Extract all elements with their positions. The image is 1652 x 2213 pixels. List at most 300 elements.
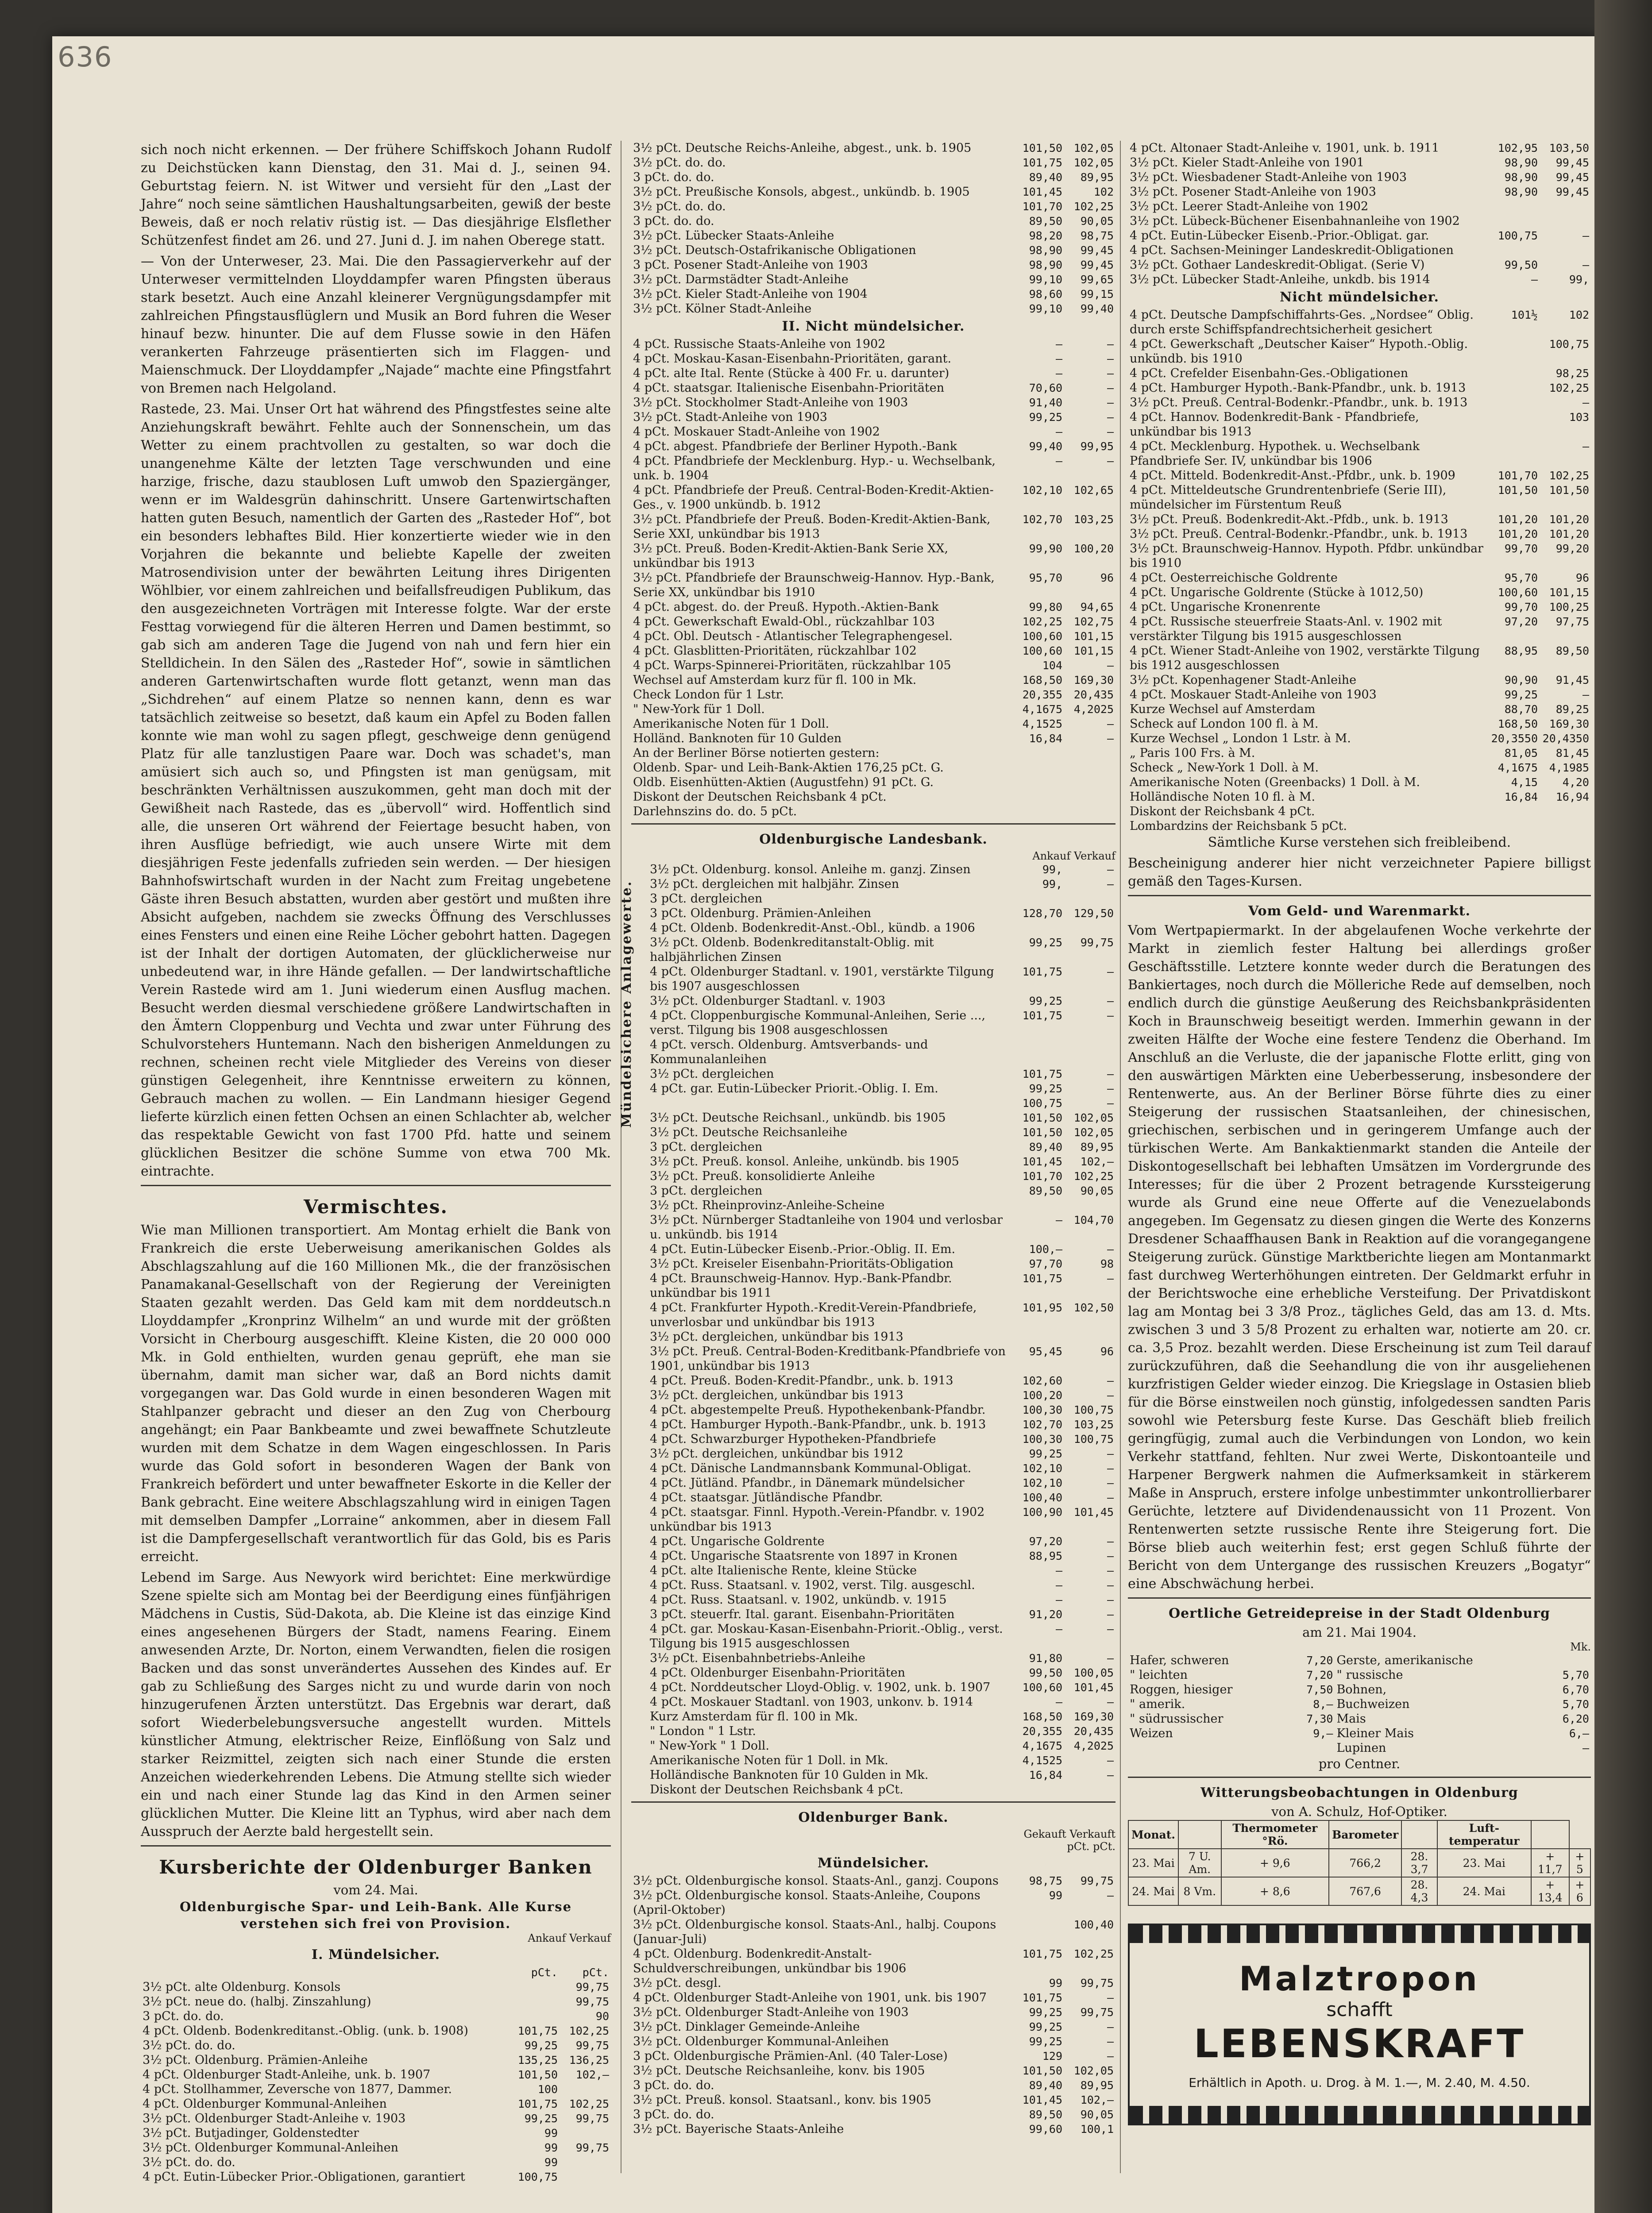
quote-row bbox=[648, 1067, 1115, 1081]
ask-price: 103 bbox=[1569, 411, 1589, 424]
security-name: 3½ pCt. Preuß. Central-Bodenkr.-Pfandbr., unk. b. 1913 bbox=[1130, 527, 1468, 541]
ask-price: 99,75 bbox=[1080, 936, 1114, 949]
quote-row bbox=[631, 272, 1115, 287]
bid-price bbox=[1013, 760, 1064, 775]
security-name: 3½ pCt. dergleichen bbox=[650, 1067, 774, 1081]
quote-row bbox=[648, 994, 1115, 1008]
quote-row bbox=[141, 2155, 611, 2170]
quote-row bbox=[1128, 673, 1591, 687]
ask-price: 98,25 bbox=[1556, 367, 1589, 380]
quote-row bbox=[1128, 214, 1591, 228]
security-name bbox=[141, 1965, 508, 1980]
security-name: Darlehnszins do. do. 5 pCt. bbox=[633, 805, 797, 818]
bid-price bbox=[508, 1994, 560, 2009]
bid-price: 100,90 bbox=[1022, 1506, 1062, 1519]
mundelsicher-heading: I. Mündelsicher. bbox=[311, 1947, 440, 1962]
bid-price: 100,20 bbox=[1022, 1389, 1062, 1402]
security-name: Diskont der Deutschen Reichsbank 4 pCt. bbox=[650, 1783, 903, 1797]
quote-row bbox=[631, 658, 1115, 673]
ask-price: 102,50 bbox=[1073, 1301, 1114, 1314]
grain-name: Weizen bbox=[1130, 1727, 1173, 1740]
grain-name: Bohnen, bbox=[1336, 1683, 1387, 1696]
quote-row bbox=[1128, 527, 1591, 541]
security-name: 3 pCt. dergleichen bbox=[650, 892, 763, 906]
ask-price: — bbox=[1107, 1491, 1114, 1504]
ask-price: 102,— bbox=[1080, 1155, 1114, 1168]
ask-price: — bbox=[1107, 717, 1114, 730]
ask-price: — bbox=[1107, 382, 1114, 394]
quote-row bbox=[1128, 381, 1591, 395]
ask-price: 89,25 bbox=[1556, 703, 1589, 716]
bid-price: 100,75 bbox=[517, 2171, 558, 2183]
security-name: 3½ pCt. Stockholmer Stadt-Anleihe von 1903 bbox=[633, 396, 908, 409]
security-name: 3½ pCt. Butjadinger, Goldenstedter bbox=[143, 2126, 359, 2140]
ask-price: 99,45 bbox=[1080, 258, 1114, 271]
security-name: 3½ pCt. Oldenburger Stadtanl. v. 1903 bbox=[650, 994, 886, 1008]
security-name: " London " 1 Lstr. bbox=[650, 1724, 757, 1738]
quote-row bbox=[648, 877, 1115, 891]
quote-row bbox=[648, 1534, 1115, 1549]
ask-price: — bbox=[1107, 1579, 1114, 1592]
ask-price: 101,15 bbox=[1073, 644, 1114, 657]
security-name: 4 pCt. Moskauer Stadtanl. von 1903, unkonv. b. 1914 bbox=[650, 1695, 973, 1709]
bid-price: 98,90 bbox=[1504, 171, 1538, 184]
quote-row bbox=[648, 1242, 1115, 1257]
news-paragraph: Wie man Millionen transportiert. Am Montag erhielt die Bank von Frankreich die erste Ueberweisung amerikanischen Goldes als Abschlagszahlung auf die 160 Millionen Mk., die der französischen Panamakanal-Gesellschaft von der Regierung der Vereinigten Staaten gezahlt werden. Das Geld kam mit dem norddeutsch.n Lloyddampfer „Kronprinz Wilhelm“ an und wurde mit der größten Vorsicht in Cherbourg ausgeschifft. Kleine Kisten, die 20 000 000 Mk. in Gold enthielten, wurden genau geprüft, ehe man sie übernahm, damit man sicher war, daß an Bord nichts damit vorgegangen war. Das Gold wurde in einen besonderen Wagen mit Stahlpanzer gebracht und dieser an den Zug von Cherbourg angehängt; ein Paar Bankbeamte und zwei bewaffnete Schutzleute wurden mit dem Schatze in dem Wagen eingeschlossen. In Paris wurde das Gold sofort in besonderen Wagen der Bank von Frankreich befördert und unter bewaffneter Eskorte in die Keller der Bank gebracht. Eine weitere Abschlagszahlung wird in einigen Tagen mit demselben Dampfer „Lorraine“ ankommen, aber in diesem Fall ist die Dampfergesellschaft verantwortlich für das Gold, bis es Paris erreicht. bbox=[141, 1222, 611, 1565]
quote-row bbox=[631, 337, 1115, 351]
bid-price: 99, bbox=[1042, 878, 1062, 891]
bid-price: 100 bbox=[537, 2083, 558, 2096]
security-name: 4 pCt. alte Italienische Rente, kleine Stücke bbox=[650, 1564, 917, 1577]
bid-price: 129 bbox=[1042, 2050, 1062, 2063]
quote-row bbox=[648, 1008, 1115, 1037]
quote-row bbox=[1128, 541, 1591, 571]
ask-price: 102,25 bbox=[1549, 382, 1589, 394]
quote-row bbox=[648, 1125, 1115, 1140]
security-name: 4 pCt. Mecklenburg. Hypothek. u. Wechselbank Pfandbriefe Ser. IV, unkündbar bis 1906 bbox=[1130, 440, 1420, 468]
quote-row bbox=[141, 2111, 611, 2126]
bid-price: 102,60 bbox=[1022, 1374, 1062, 1387]
ad-slogan: LEBENSKRAFT bbox=[1193, 2021, 1525, 2066]
security-name: 3½ pCt. Preuß. Central-Boden-Kreditbank-Pfandbriefe von 1901, unkündbar bis 1913 bbox=[650, 1345, 1006, 1373]
quote-row bbox=[648, 964, 1115, 994]
security-name: 3½ pCt. Bayerische Staats-Anleihe bbox=[633, 2122, 844, 2136]
bid-price: 102,70 bbox=[1022, 1418, 1062, 1431]
security-name: 3½ pCt. Deutsche Reichsanleihe, konv. bis 1905 bbox=[633, 2064, 925, 2078]
ask-price: 101,45 bbox=[1073, 1681, 1114, 1694]
ask-price: 102 bbox=[1093, 185, 1114, 198]
quote-row bbox=[631, 351, 1115, 366]
weather-cell: 23. Mai bbox=[1128, 1849, 1178, 1877]
bid-price: 91,40 bbox=[1029, 396, 1062, 409]
security-name: Diskont der Reichsbank 4 pCt. bbox=[1130, 805, 1315, 818]
bank-mundelsicher-heading: Mündelsicher. bbox=[817, 1855, 930, 1871]
spar-leih-bank-heading: Oldenburgische Spar- und Leih-Bank. Alle Kurse verstehen sich frei von Provision. bbox=[179, 1899, 572, 1931]
ask-price: 4,2025 bbox=[1073, 1739, 1114, 1752]
ask-price: — bbox=[1107, 1696, 1114, 1708]
bid-price: 89,40 bbox=[1029, 2079, 1062, 2092]
ask-price: 102,75 bbox=[1073, 615, 1114, 628]
quote-row bbox=[141, 2170, 611, 2184]
bank-unit-header: pCt. pCt. bbox=[1067, 1840, 1115, 1853]
security-name: 4 pCt. Ungarische Staatsrente von 1897 in Kronen bbox=[650, 1549, 958, 1563]
security-name: 4 pCt. Pfandbriefe der Preuß. Central-Boden-Kredit-Aktien-Ges., v. 1900 unkündb. b. 1912 bbox=[633, 483, 994, 512]
quote-row bbox=[648, 1490, 1115, 1505]
security-name: 3 pCt. do. do. bbox=[633, 2078, 714, 2092]
ask-price: — bbox=[1107, 1991, 1114, 2004]
security-name: 4 pCt. Eutin-Lübecker Eisenb.-Prior.-Oblig. II. Em. bbox=[650, 1242, 956, 1256]
ask-price bbox=[1064, 804, 1115, 819]
bid-price: 101,75 bbox=[517, 2097, 558, 2110]
ad-verb: schafft bbox=[1326, 1998, 1393, 2021]
bid-price: 101½ bbox=[1511, 308, 1538, 321]
nicht-mundelsicher-heading-right: Nicht mündelsicher. bbox=[1280, 289, 1439, 305]
security-name: 4 pCt. staatsgar. Italienische Eisenbahn-Prioritäten bbox=[633, 381, 945, 395]
security-name: 3½ pCt. Darmstädter Stadt-Anleihe bbox=[633, 273, 849, 286]
ask-price: 99,75 bbox=[1080, 1874, 1114, 1887]
security-name: 4 pCt. staatsgar. Jütländische Pfandbr. bbox=[650, 1491, 883, 1504]
quote-row bbox=[1128, 760, 1591, 775]
grain-name: " leichten bbox=[1130, 1668, 1188, 1682]
weather-cell: + 8,6 bbox=[1221, 1877, 1329, 1905]
ask-price: — bbox=[1107, 352, 1114, 365]
bid-price bbox=[1013, 804, 1064, 819]
security-name: 3½ pCt. desgl. bbox=[633, 1976, 722, 1990]
bid-price: 99,40 bbox=[1029, 440, 1062, 453]
ask-price: 90,05 bbox=[1080, 1184, 1114, 1197]
ask-price: — bbox=[1107, 1889, 1114, 1902]
quote-row bbox=[1128, 366, 1591, 381]
quote-row bbox=[648, 1110, 1115, 1125]
security-name: 3½ pCt. Preuß. konsol. Anleihe, unkündb. bis 1905 bbox=[650, 1155, 959, 1168]
malztropon-advertisement bbox=[1128, 1924, 1591, 2125]
ask-price bbox=[1064, 1330, 1115, 1344]
ask-price: 100,75 bbox=[1073, 1403, 1114, 1416]
security-name: 3½ pCt. dergleichen, unkündbar bis 1913 bbox=[650, 1330, 903, 1344]
ask-price: — bbox=[1107, 1477, 1114, 1489]
local-news bbox=[141, 141, 611, 1180]
quote-row bbox=[631, 790, 1115, 804]
quote-row bbox=[631, 2122, 1115, 2136]
quote-row bbox=[631, 170, 1115, 185]
quote-row bbox=[631, 1990, 1115, 2005]
security-name: 3½ pCt. Kreiseler Eisenbahn-Prioritäts-Obligation bbox=[650, 1257, 953, 1271]
ask-price bbox=[1064, 760, 1115, 775]
quote-row bbox=[631, 2049, 1115, 2063]
security-name: 3 pCt. do. do. bbox=[633, 214, 714, 228]
bid-price bbox=[1488, 395, 1540, 410]
ask-price: — bbox=[1107, 1535, 1114, 1548]
bid-price: — bbox=[1055, 1696, 1062, 1708]
security-name: 4 pCt. Mitteldeutsche Grundrentenbriefe (Serie III), mündelsicher im Fürstentum Reuß bbox=[1130, 483, 1447, 512]
column-divider bbox=[1120, 141, 1121, 2173]
quote-row bbox=[1128, 614, 1591, 644]
page-number: 636 bbox=[58, 41, 113, 73]
quote-row bbox=[648, 1461, 1115, 1476]
bid-price: 101,50 bbox=[1498, 484, 1538, 497]
bid-price: 98,90 bbox=[1029, 244, 1062, 257]
grain-row bbox=[1128, 1668, 1591, 1682]
quote-row bbox=[648, 1782, 1115, 1797]
quote-row bbox=[141, 2140, 611, 2155]
quote-row bbox=[648, 1476, 1115, 1490]
bid-price: 91,80 bbox=[1029, 1652, 1062, 1665]
bid-price: 89,50 bbox=[1029, 1184, 1062, 1197]
quote-row bbox=[631, 258, 1115, 272]
ask-price: 99,45 bbox=[1556, 185, 1589, 198]
side-label: Mündelsichere Anlagewerte. bbox=[619, 880, 634, 1128]
security-name: An der Berliner Börse notierten gestern: bbox=[633, 746, 880, 760]
quote-row bbox=[141, 1980, 611, 1994]
security-name: 4 pCt. abgest. Pfandbriefe der Berliner Hypoth.-Bank bbox=[633, 440, 957, 453]
column-right bbox=[1128, 141, 1591, 2178]
security-name: 4 pCt. Oldenburg. Bodenkredit-Anstalt-Schuldverschreibungen, unkündbar bis 1906 bbox=[633, 1947, 907, 1975]
bank-column-header: Gekauft Verkauft bbox=[1023, 1828, 1115, 1840]
bid-price: 99,25 bbox=[1029, 2020, 1062, 2033]
column-left bbox=[141, 141, 611, 2184]
bid-price: — bbox=[1055, 367, 1062, 380]
security-name: Kurze Wechsel auf Amsterdam bbox=[1130, 702, 1316, 716]
bid-price: 99,70 bbox=[1504, 601, 1538, 613]
ask-price: — bbox=[1107, 1009, 1114, 1022]
ask-price: — bbox=[1107, 425, 1114, 438]
grain-price: 7,50 bbox=[1306, 1683, 1333, 1696]
bid-price: 98,90 bbox=[1504, 185, 1538, 198]
ask-price: 90,05 bbox=[1080, 2108, 1114, 2121]
ask-price: — bbox=[1107, 1374, 1114, 1387]
ask-price: 101,15 bbox=[1073, 630, 1114, 643]
bid-price bbox=[1013, 1917, 1064, 1947]
landesbank-column-header: Ankauf Verkauf bbox=[1032, 850, 1115, 862]
quote-row bbox=[631, 141, 1115, 155]
quote-row bbox=[631, 673, 1115, 687]
quote-row bbox=[648, 1300, 1115, 1330]
grain-name: " südrussischer bbox=[1130, 1712, 1224, 1726]
ask-price: 99,40 bbox=[1080, 302, 1114, 315]
news-paragraph: — Von der Unterweser, 23. Mai. Die den Passagierverkehr auf der Unterweser vermittelnden Lloyddampfer waren Pfingsten überaus stark besetzt. Auch eine Anzahl kleinerer Vergnügungsdampfer mit zahlreichen Pfingstausflüglern und Musik an Bord fuhren die Weser hinauf bezw. hinunter. Die auf dem Flusse sowie in den Häfen verankerten Fahrzeuge präsentierten sich im Flaggen- und Maienschmuck. Der Lloyddampfer „Najade“ machte eine Pfingstfahrt von Bremen nach Helgoland. bbox=[141, 254, 611, 396]
security-name: 3½ pCt. Oldenburger Stadt-Anleihe von 1903 bbox=[633, 2005, 909, 2019]
bid-price: 101,75 bbox=[1022, 1272, 1062, 1285]
ask-price: 90 bbox=[595, 2010, 609, 2023]
quote-row bbox=[1128, 717, 1591, 731]
ask-price bbox=[560, 2082, 611, 2097]
quote-row bbox=[648, 1330, 1115, 1344]
bid-price: 100,— bbox=[1029, 1243, 1062, 1256]
security-name: 3½ pCt. Preuß. Bodenkredit-Akt.-Pfdb., unk. b. 1913 bbox=[1130, 513, 1448, 526]
quote-row bbox=[631, 395, 1115, 410]
ask-price bbox=[1064, 1198, 1115, 1213]
miscellaneous-news bbox=[141, 1221, 611, 1841]
security-name: 3½ pCt. Oldenburgische konsol. Staats-Anl., ganzj. Coupons bbox=[633, 1874, 999, 1888]
quote-row bbox=[1128, 410, 1591, 439]
ask-price: — bbox=[1107, 965, 1114, 978]
ask-price bbox=[1540, 214, 1591, 228]
ask-price: — bbox=[1582, 440, 1589, 453]
security-name: 4 pCt. Frankfurter Hypoth.-Kredit-Verein-Pfandbriefe, unverlosbar und unkündbar bis 1913 bbox=[650, 1301, 977, 1329]
quote-row bbox=[631, 155, 1115, 170]
quote-row bbox=[631, 301, 1115, 316]
ask-price: 129,50 bbox=[1073, 907, 1114, 920]
ask-price bbox=[1064, 891, 1115, 906]
ask-price: — bbox=[1107, 2050, 1114, 2063]
ask-price: — bbox=[1107, 338, 1114, 351]
bid-price: — bbox=[1055, 338, 1062, 351]
grain-price: 8,— bbox=[1313, 1698, 1333, 1711]
bid-price: 97,20 bbox=[1029, 1535, 1062, 1548]
bid-price: 99 bbox=[544, 2141, 558, 2154]
grain-row bbox=[1128, 1712, 1591, 1726]
quote-table-landesbank bbox=[648, 862, 1115, 1797]
ask-price bbox=[1540, 243, 1591, 258]
grain-row bbox=[1128, 1726, 1591, 1741]
bid-price: 98,60 bbox=[1029, 288, 1062, 301]
security-name: Amerikanische Noten für 1 Doll. bbox=[633, 717, 830, 731]
quote-row bbox=[141, 2082, 611, 2097]
ask-price: 100,25 bbox=[1549, 601, 1589, 613]
ask-price: — bbox=[1107, 995, 1114, 1007]
news-paragraph: sich noch nicht erkennen. — Der frühere Schiffskoch Johann Rudolf zu Deichstücken kann Dienstag, den 31. Mai d. J., seinen 94. Geburtstag feiern. N. ist Witwer und versieht für den „Last der Jahre“ noch seine sämtlichen Haushaltungsarbeiten, gewiß der beste Beweis, daß er noch relativ rüstig ist. — Das diesjährige Elsflether Schützenfest findet am 26. und 27. Juni d. J. im nahen Oberege statt. bbox=[141, 142, 611, 248]
security-name: 3½ pCt. Oldenburgische konsol. Staats-Anleihe, Coupons (April-Oktober) bbox=[633, 1889, 980, 1917]
bid-price: 100,60 bbox=[1022, 1681, 1062, 1694]
ask-price: 104,70 bbox=[1073, 1214, 1114, 1226]
grain-price: — bbox=[1582, 1742, 1589, 1754]
quote-row bbox=[1128, 141, 1591, 155]
ask-price: — bbox=[1107, 1447, 1114, 1460]
weather-cell: + 5 bbox=[1569, 1849, 1590, 1877]
bid-price bbox=[1488, 804, 1540, 819]
quote-row bbox=[648, 1213, 1115, 1242]
bid-price: 98,90 bbox=[1504, 156, 1538, 169]
ask-price: — bbox=[1107, 367, 1114, 380]
quote-row bbox=[1128, 185, 1591, 199]
bid-price bbox=[1488, 819, 1540, 833]
security-name: 4 pCt. Glasblitten-Prioritäten, rückzahlbar 102 bbox=[633, 644, 917, 658]
ask-price: — bbox=[1107, 1243, 1114, 1256]
ask-price: 99,75 bbox=[575, 1981, 609, 1993]
security-name: 3½ pCt. dergleichen, unkündbar bis 1912 bbox=[650, 1447, 903, 1461]
grain-price: 6,20 bbox=[1562, 1712, 1589, 1725]
bid-price bbox=[1013, 746, 1064, 760]
security-name: Amerikanische Noten (Greenbacks) 1 Doll. à M. bbox=[1130, 775, 1420, 789]
security-name: 3 pCt. dergleichen bbox=[650, 1140, 763, 1154]
ask-price: — bbox=[1107, 1082, 1114, 1095]
ask-price: 89,50 bbox=[1556, 644, 1589, 657]
bid-price: 89,50 bbox=[1029, 2108, 1062, 2121]
security-name: 3½ pCt. Deutsche Reichs-Anleihe, abgest., unk. b. 1905 bbox=[633, 141, 972, 155]
weather-cell: + 6 bbox=[1569, 1877, 1590, 1905]
weather-header-cell bbox=[1531, 1820, 1569, 1849]
ask-price: 102 bbox=[1569, 308, 1589, 321]
quote-row bbox=[631, 2093, 1115, 2107]
security-name: 3½ pCt. Kieler Stadt-Anleihe von 1904 bbox=[633, 287, 868, 301]
security-name: 4 pCt. Russische steuerfreie Staats-Anl. v. 1902 mit verstärkter Tilgung bis 1915 ausgeschlossen bbox=[1130, 615, 1442, 643]
ask-price: 103,25 bbox=[1073, 1418, 1114, 1431]
weather-cell: + 11,7 bbox=[1531, 1849, 1569, 1877]
security-name: 4 pCt. alte Ital. Rente (Stücke à 400 Fr. u. darunter) bbox=[633, 366, 950, 380]
bid-price: 89,40 bbox=[1029, 171, 1062, 184]
grain-name bbox=[1128, 1741, 1283, 1755]
ad-availability: Erhältlich in Apoth. u. Drog. à M. 1.—, M. 2.40, M. 4.50. bbox=[1189, 2075, 1530, 2090]
grain-name: " russische bbox=[1336, 1668, 1403, 1682]
security-name: 3½ pCt. Stadt-Anleihe von 1903 bbox=[633, 410, 827, 424]
quote-row bbox=[648, 1037, 1115, 1067]
quote-row bbox=[631, 541, 1115, 571]
separator bbox=[631, 823, 1115, 825]
ask-price: — bbox=[1582, 258, 1589, 271]
quote-row bbox=[1128, 790, 1591, 804]
security-name: 3½ pCt. Posener Stadt-Anleihe von 1903 bbox=[1130, 185, 1376, 199]
ask-price: 20,4350 bbox=[1542, 732, 1589, 745]
quote-row bbox=[1128, 199, 1591, 214]
security-name: 3½ pCt. Pfandbriefe der Preuß. Boden-Kredit-Aktien-Bank, Serie XXI, unkündbar bis 1913 bbox=[633, 513, 991, 541]
ask-price: 100,05 bbox=[1073, 1666, 1114, 1679]
quote-row bbox=[141, 2053, 611, 2067]
security-name: 4 pCt. Obl. Deutsch - Atlantischer Telegraphengesel. bbox=[633, 629, 953, 643]
security-name: 4 pCt. abgestempelte Preuß. Hypothekenbank-Pfandbr. bbox=[650, 1403, 986, 1417]
security-name: Wechsel auf Amsterdam kurz für fl. 100 in Mk. bbox=[633, 673, 917, 687]
bid-price: 168,50 bbox=[1022, 674, 1062, 686]
bid-price: 20,3550 bbox=[1491, 732, 1538, 745]
quote-row bbox=[631, 687, 1115, 702]
ask-price: — bbox=[1107, 1462, 1114, 1475]
security-name: 4 pCt. Sachsen-Meininger Landeskredit-Obligationen bbox=[1130, 243, 1454, 257]
ask-price: 103,50 bbox=[1549, 142, 1589, 154]
ask-price: — bbox=[1582, 396, 1589, 409]
ask-price: 99,45 bbox=[1556, 171, 1589, 184]
weather-row bbox=[1128, 1849, 1590, 1877]
weather-cell: 24. Mai bbox=[1128, 1877, 1178, 1905]
ask-price: 99,95 bbox=[1080, 440, 1114, 453]
security-name: 3½ pCt. Deutsch-Ostafrikanische Obligationen bbox=[633, 243, 916, 257]
grain-price: 9,— bbox=[1313, 1727, 1333, 1740]
ask-price: — bbox=[1107, 455, 1114, 467]
security-name: 4 pCt. Hamburger Hypoth.-Bank-Pfandbr., unk. b. 1913 bbox=[1130, 381, 1466, 395]
quote-row bbox=[648, 1709, 1115, 1724]
bid-price: 4,1675 bbox=[1498, 761, 1538, 774]
quote-row bbox=[631, 804, 1115, 819]
separator bbox=[1128, 895, 1591, 896]
ask-price: 99,75 bbox=[575, 1995, 609, 2008]
bid-price: 90,90 bbox=[1504, 674, 1538, 686]
weather-header-cell: Barometer bbox=[1329, 1820, 1401, 1849]
quote-table-mid bbox=[631, 337, 1115, 819]
security-name: 3½ pCt. Lübecker Stadt-Anleihe, unkdb. bis 1914 bbox=[1130, 273, 1430, 286]
security-name: 3½ pCt. do. do. bbox=[633, 156, 726, 170]
bid-price: 101,70 bbox=[1022, 1170, 1062, 1183]
security-name: 4 pCt. gar. Moskau-Kasan-Eisenbahn-Priorit.-Oblig., verst. Tilgung bis 1915 ausgeschlossen bbox=[650, 1622, 1003, 1650]
getreidepreise-footer: pro Centner. bbox=[1318, 1756, 1401, 1771]
quote-row bbox=[631, 731, 1115, 746]
ask-price: 99,75 bbox=[1080, 2006, 1114, 2019]
quote-row bbox=[1128, 819, 1591, 833]
oldenburger-bank-heading: Oldenburger Bank. bbox=[798, 1810, 949, 1825]
bid-price: 99,25 bbox=[1504, 688, 1538, 701]
security-name: 3½ pCt. Preuß. konsol. Staatsanl., konv. bis 1905 bbox=[633, 2093, 931, 2107]
ask-price: 136,25 bbox=[569, 2054, 609, 2066]
bid-price bbox=[1488, 337, 1540, 366]
bid-price: 99,25 bbox=[524, 2039, 558, 2052]
security-name: " New-York " 1 Doll. bbox=[650, 1739, 769, 1753]
ask-price: — bbox=[1582, 229, 1589, 242]
quote-row bbox=[631, 614, 1115, 629]
quote-row bbox=[631, 366, 1115, 381]
weather-header-cell: Thermometer °Rö. bbox=[1221, 1820, 1329, 1849]
security-name: 4 pCt. Norddeutscher Lloyd-Oblig. v. 1902, unk. b. 1907 bbox=[650, 1681, 991, 1694]
bid-price: 4,1675 bbox=[1022, 1739, 1062, 1752]
security-name: 4 pCt. Ungarische Goldrente bbox=[650, 1534, 825, 1548]
bid-price bbox=[508, 2009, 560, 2024]
bid-price: 4,1675 bbox=[1022, 703, 1062, 716]
